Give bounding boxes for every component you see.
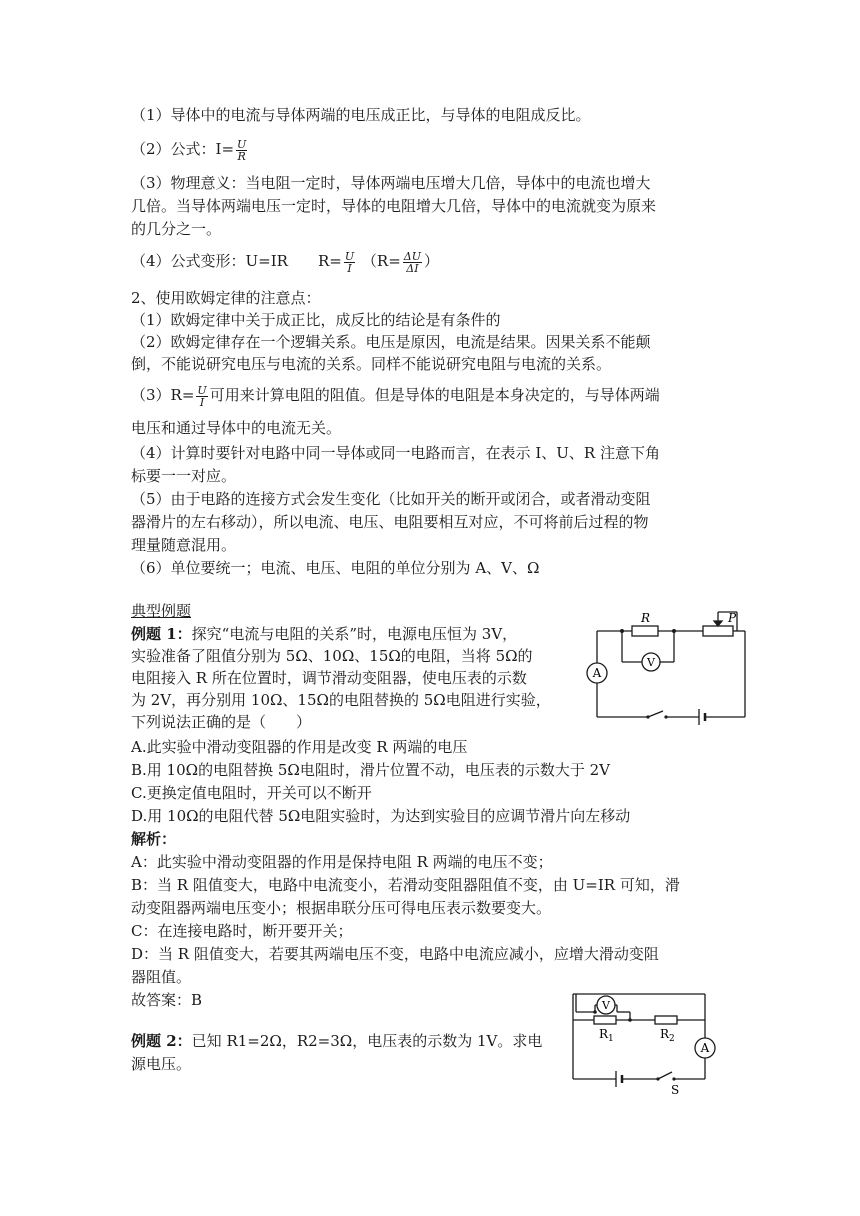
junction-dot — [672, 629, 676, 633]
fraction-numerator: U — [197, 383, 207, 397]
label-a: A — [592, 666, 602, 680]
example-1-option-a: A.此实验中滑动变阻器的作用是改变 R 两端的电压 — [131, 738, 468, 756]
label-r2-subscript: 2 — [669, 1034, 675, 1044]
fraction-numerator: U — [237, 137, 247, 151]
analysis-d-line-2: 器阻值。 — [131, 968, 192, 986]
note-3-line-1 — [131, 384, 660, 408]
answer: 故答案：B — [131, 991, 203, 1009]
analysis-a: A：此实验中滑动变阻器的作用是保持电阻 R 两端的电压不变； — [131, 853, 553, 871]
label-a: A — [700, 1041, 710, 1055]
label-r1-subscript: 1 — [608, 1034, 614, 1044]
label-r1-letter: R — [599, 1027, 609, 1041]
switch-s — [658, 1072, 672, 1079]
junction-dot — [620, 629, 624, 633]
label-p: P — [728, 611, 737, 625]
label-r2 — [660, 1027, 675, 1044]
note-1: （1）欧姆定律中关于成正比，成反比的结论是有条件的 — [131, 311, 501, 329]
label-v: V — [602, 999, 610, 1012]
example-1-option-c: C.更换定值电阻时，开关可以不断开 — [131, 784, 372, 802]
resistor-r2 — [655, 1016, 677, 1024]
note-3-rest: 可用来计算电阻的阻值。但是导体的电阻是本身决定的，与导体两端 — [209, 386, 660, 404]
example-1-line-3: 电阻接入 R 所在位置时，调节滑动变阻器，使电压表的示数 — [131, 669, 527, 687]
note-3-fraction — [196, 385, 207, 408]
example-1-line-4: 为 2V，再分别用 10Ω、15Ω的电阻替换的 5Ω电阻进行实验， — [131, 691, 551, 709]
note-3-prefix: （3）R= — [131, 386, 195, 404]
notes-heading: 2、使用欧姆定律的注意点： — [131, 289, 321, 307]
note-2-line-2: 倒，不能说研究电压与电流的关系。同样不能说研究电阻与电流的关系。 — [131, 355, 612, 373]
circuit-diagram-2 — [566, 986, 718, 1096]
analysis-b-line-2: 动变阻器两端电压变小；根据串联分压可得电压表示数要变大。 — [131, 899, 552, 917]
fraction-numerator: U — [344, 249, 355, 263]
note-6: （6）单位要统一；电流、电压、电阻的单位分别为 A、V、Ω — [131, 559, 540, 577]
resistor-r — [632, 626, 658, 636]
example-1-option-b: B.用 10Ω的电阻替换 5Ω电阻时，滑片位置不动，电压表的示数大于 2V — [131, 761, 610, 779]
example-2-label: 例题 2： — [131, 1032, 192, 1050]
circuit-diagram-1 — [585, 604, 755, 726]
note-5-line-3: 理量随意混用。 — [131, 536, 237, 554]
label-r: R — [641, 611, 651, 625]
formula-r-fraction — [344, 251, 355, 274]
label-r2-letter: R — [660, 1027, 670, 1041]
note-2-line-1: （2）欧姆定律存在一个逻辑关系。电压是原因，电流是结果。因果关系不能颠 — [131, 333, 651, 351]
switch — [648, 711, 663, 717]
slider-arrow — [714, 621, 722, 626]
law-point-2 — [131, 138, 249, 162]
analysis-c: C：在连接电路时，断开要开关； — [131, 922, 353, 940]
example-1-label: 例题 1： — [131, 625, 192, 643]
section-title: 典型例题 — [131, 602, 192, 620]
fraction-denominator: R — [237, 149, 246, 163]
junction-dot — [628, 1018, 632, 1022]
rheostat — [703, 626, 733, 636]
switch-contact — [672, 1077, 675, 1080]
example-1-line-5: 下列说法正确的是（ ） — [131, 713, 312, 731]
switch-contact — [664, 715, 667, 718]
law-point-4 — [131, 250, 439, 274]
example-2-line-1 — [131, 1030, 542, 1052]
fraction-numerator: ΔU — [403, 249, 422, 263]
example-2-line-2: 源电压。 — [131, 1055, 192, 1073]
law-point-2-prefix: （2）公式：I= — [131, 140, 235, 158]
law-point-3-line-3: 的几分之一。 — [131, 220, 222, 238]
law-point-1: （1）导体中的电流与导体两端的电压成正比，与导体的电阻成反比。 — [131, 106, 591, 124]
switch-pivot — [656, 1077, 659, 1080]
switch-pivot — [646, 715, 649, 718]
law-point-4-r: R= — [317, 252, 342, 270]
junction-dot — [593, 1010, 597, 1014]
note-3-line-2: 电压和通过导体中的电流无关。 — [131, 419, 342, 437]
law-point-4-paren-open: （R= — [361, 252, 401, 270]
example-1-line-2: 实验准备了阻值分别为 5Ω、10Ω、15Ω的电阻，当将 5Ω的 — [131, 647, 533, 665]
note-5-line-2: 器滑片的左右移动），所以电流、电压、电阻要相互对应，不可将前后过程的物 — [131, 513, 649, 531]
label-s: S — [671, 1083, 680, 1096]
note-4-line-1: （4）计算时要针对电路中同一导体或同一电路而言，在表示 I、U、R 注意下角 — [131, 444, 660, 462]
example-2-text-1: 已知 R1=2Ω，R2=3Ω，电压表的示数为 1V。求电 — [191, 1032, 543, 1050]
fraction-denominator: I — [347, 261, 352, 275]
resistor-r1 — [594, 1016, 616, 1024]
analysis-d-line-1: D：当 R 阻值变大，若要其两端电压不变，电路中电流应减小，应增大滑动变阻 — [131, 945, 659, 963]
label-r1 — [599, 1027, 614, 1044]
fraction-denominator: I — [199, 395, 205, 409]
law-point-4-paren-close: ） — [424, 252, 440, 270]
law-point-4-prefix: （4）公式变形：U=IR — [131, 252, 288, 270]
law-point-3-line-2: 几倍。当导体两端电压一定时，导体的电阻增大几倍，导体中的电流就变为原来 — [131, 197, 657, 215]
note-4-line-2: 标要一一对应。 — [131, 467, 237, 485]
formula-delta-fraction — [403, 251, 422, 274]
example-1-line-1 — [131, 623, 517, 645]
example-1-option-d: D.用 10Ω的电阻代替 5Ω电阻实验时，为达到实验目的应调节滑片向左移动 — [131, 807, 631, 825]
analysis-b-line-1: B：当 R 阻值变大，电路中电流变小，若滑动变阻器阻值不变，由 U=IR 可知，滑 — [131, 876, 680, 894]
formula-i-fraction — [236, 139, 247, 162]
law-point-3-line-1: （3）物理意义：当电阻一定时，导体两端电压增大几倍，导体中的电流也增大 — [131, 174, 651, 192]
label-v: V — [647, 656, 655, 669]
note-5-line-1: （5）由于电路的连接方式会发生变化（比如开关的断开或闭合，或者滑动变阻 — [131, 490, 651, 508]
example-1-text-1: 探究“电流与电阻的关系”时，电源电压恒为 3V， — [191, 625, 518, 643]
analysis-label: 解析： — [131, 830, 177, 848]
fraction-denominator: ΔI — [406, 261, 419, 275]
